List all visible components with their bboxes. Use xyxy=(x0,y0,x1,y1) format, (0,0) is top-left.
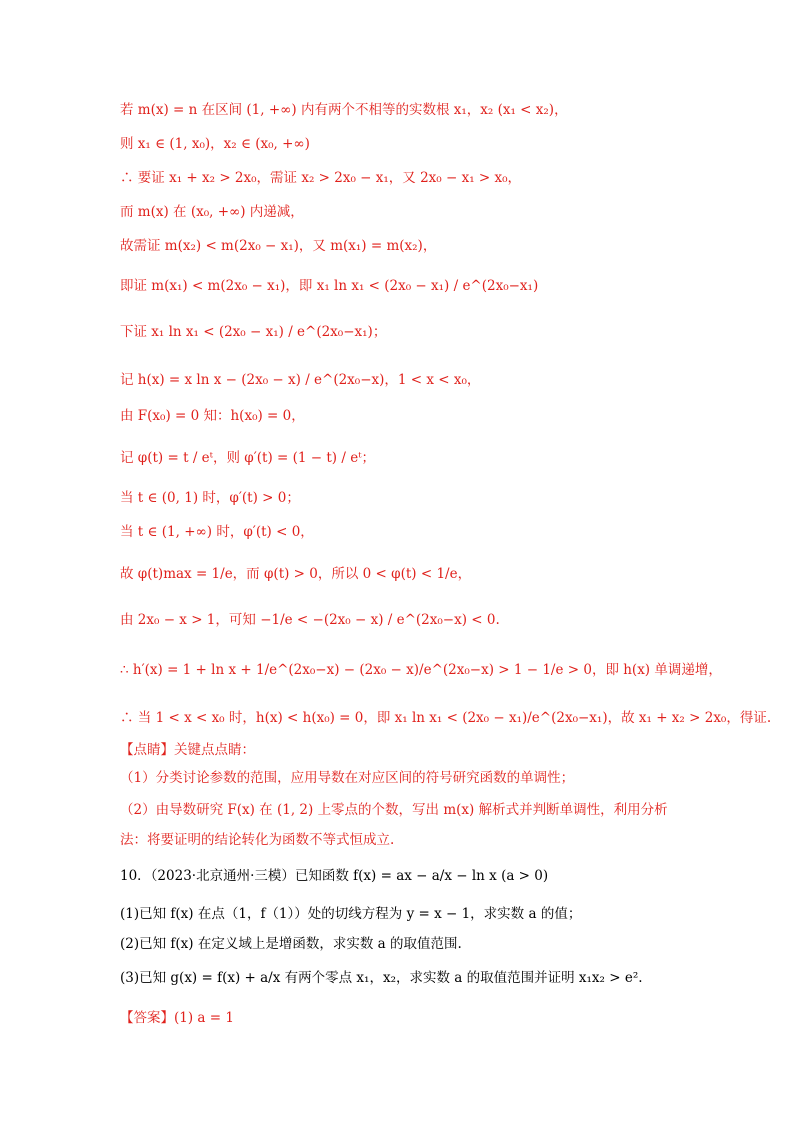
text-line-2: 则 x₁ ∈ (1, x₀)，x₂ ∈ (x₀, +∞) xyxy=(120,136,310,152)
remark-item-2: （2）由导数研究 F(x) 在 (1, 2) 上零点的个数，写出 m(x) 解析式并判断单调性，利用分析 xyxy=(120,802,668,818)
text-line-13: 故 φ(t)max = 1/e，而 φ(t) > 0，所以 0 < φ(t) < 1/e， xyxy=(120,566,472,582)
text-line-8: 记 h(x) = x ln x − (2x₀ − x) / e^(2x₀−x)，1 < x < x₀， xyxy=(120,372,481,388)
question-10-stem: 10．（2023·北京通州·三模）已知函数 f(x) = ax − a/x − ln x (a > 0) xyxy=(120,868,549,884)
answer-line: 【答案】(1) a = 1 xyxy=(120,1010,234,1026)
text-line-4: 而 m(x) 在 (x₀, +∞) 内递减， xyxy=(120,204,304,220)
question-10-part-3: (3)已知 g(x) = f(x) + a/x 有两个零点 x₁，x₂，求实数 a 的取值范围并证明 x₁x₂ > e². xyxy=(120,970,643,986)
text-line-16: ∴ 当 1 < x < x₀ 时，h(x) < h(x₀) = 0，即 x₁ ln x₁ < (2x₀ − x₁)/e^(2x₀−x₁)，故 x₁ + x₂ > 2x₀，得证. xyxy=(120,710,772,726)
text-line-5: 故需证 m(x₂) < m(2x₀ − x₁)，又 m(x₁) = m(x₂)， xyxy=(120,238,437,254)
text-line-6: 即证 m(x₁) < m(2x₀ − x₁)，即 x₁ ln x₁ < (2x₀ − x₁) / e^(2x₀−x₁) xyxy=(120,278,539,294)
text-line-7: 下证 x₁ ln x₁ < (2x₀ − x₁) / e^(2x₀−x₁)； xyxy=(120,324,387,340)
text-line-3: ∴ 要证 x₁ + x₂ > 2x₀，需证 x₂ > 2x₀ − x₁，又 2x₀ − x₁ > x₀， xyxy=(120,170,522,186)
question-10-part-1: (1)已知 f(x) 在点（1，f（1））处的切线方程为 y = x − 1，求实数 a 的值； xyxy=(120,906,582,922)
text-line-11: 当 t ∈ (0, 1) 时，φ′(t) > 0； xyxy=(120,490,300,506)
text-line-9: 由 F(x₀) = 0 知：h(x₀) = 0， xyxy=(120,408,305,424)
remark-heading: 【点睛】关键点点睛： xyxy=(120,742,255,758)
remark-item-2-cont: 法：将要证明的结论转化为函数不等式恒成立. xyxy=(120,832,395,848)
remark-item-1: （1）分类讨论参数的范围，应用导数在对应区间的符号研究函数的单调性； xyxy=(120,770,575,786)
text-line-15: ∴ h′(x) = 1 + ln x + 1/e^(2x₀−x) − (2x₀ − x)/e^(2x₀−x) > 1 − 1/e > 0，即 h(x) 单调递增， xyxy=(120,662,722,678)
text-line-14: 由 2x₀ − x > 1，可知 −1/e < −(2x₀ − x) / e^(2x₀−x) < 0. xyxy=(120,612,500,628)
question-10-part-2: (2)已知 f(x) 在定义域上是增函数，求实数 a 的取值范围. xyxy=(120,936,462,952)
text-line-12: 当 t ∈ (1, +∞) 时，φ′(t) < 0， xyxy=(120,524,314,540)
text-line-1: 若 m(x) = n 在区间 (1, +∞) 内有两个不相等的实数根 x₁，x₂ (x₁ < x₂)， xyxy=(120,102,568,118)
text-line-10: 记 φ(t) = t / eᵗ，则 φ′(t) = (1 − t) / eᵗ； xyxy=(120,450,376,466)
